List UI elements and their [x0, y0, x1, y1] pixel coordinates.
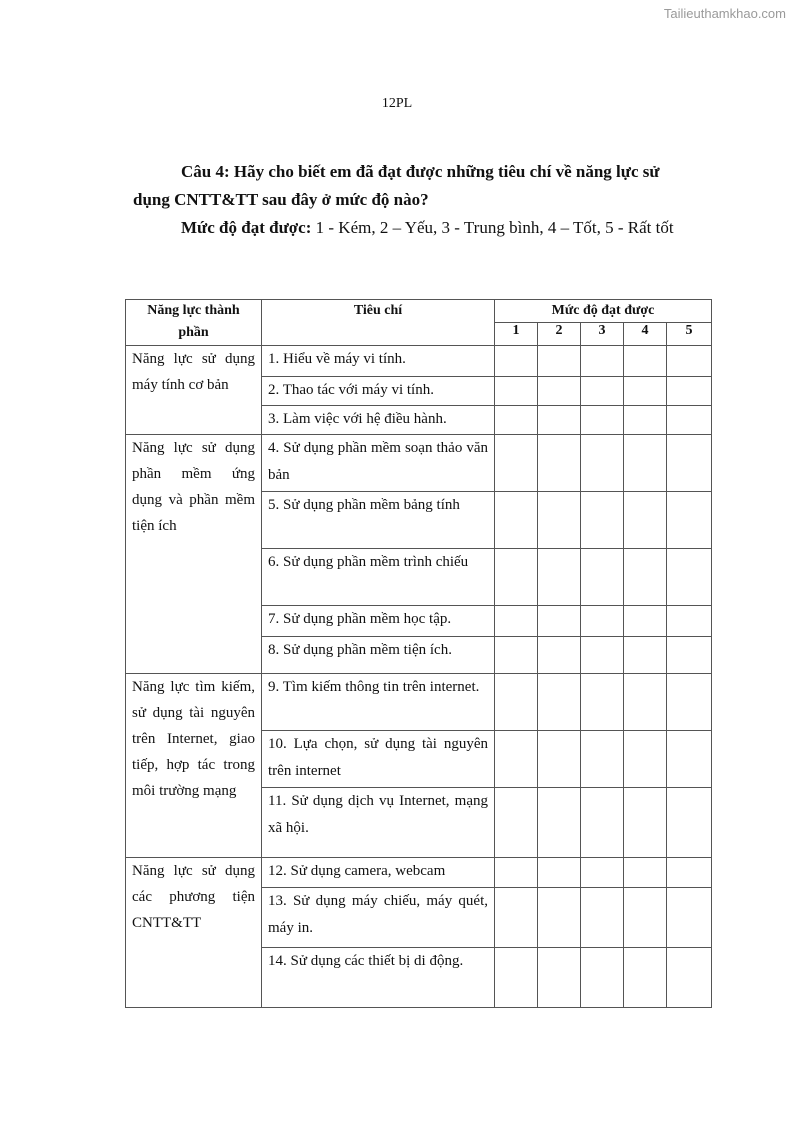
rating-cell[interactable]: [495, 637, 538, 674]
page-number: 12PL: [381, 96, 413, 111]
header-scale-5: 5: [667, 323, 712, 346]
rating-cell[interactable]: [538, 858, 581, 888]
rating-cell[interactable]: [495, 888, 538, 948]
rating-cell[interactable]: [538, 731, 581, 788]
criterion-11: 11. Sử dụng dịch vụ Internet, mạng xã hội.: [262, 788, 495, 858]
group-application-software: Năng lực sử dụng phần mềm ứng dụng và phần mềm tiện ích: [126, 435, 262, 674]
rating-cell[interactable]: [624, 435, 667, 492]
rating-cell[interactable]: [538, 435, 581, 492]
criterion-14: 14. Sử dụng các thiết bị di động.: [262, 948, 495, 1008]
rating-cell[interactable]: [538, 606, 581, 637]
rating-cell[interactable]: [538, 788, 581, 858]
criterion-8: 8. Sử dụng phần mềm tiện ích.: [262, 637, 495, 674]
rating-cell[interactable]: [667, 377, 712, 406]
rating-cell[interactable]: [667, 788, 712, 858]
question-line-1: Câu 4: Hãy cho biết em đã đạt được những tiêu chí về năng lực sử: [181, 162, 660, 181]
criterion-10: 10. Lựa chọn, sử dụng tài nguyên trên internet: [262, 731, 495, 788]
rating-cell[interactable]: [581, 492, 624, 549]
rating-cell[interactable]: [667, 948, 712, 1008]
rating-cell[interactable]: [624, 888, 667, 948]
rating-cell[interactable]: [538, 549, 581, 606]
rating-cell[interactable]: [495, 406, 538, 435]
rating-cell[interactable]: [581, 788, 624, 858]
rating-cell[interactable]: [495, 948, 538, 1008]
rating-cell[interactable]: [538, 948, 581, 1008]
rating-cell[interactable]: [495, 549, 538, 606]
criterion-9: 9. Tìm kiếm thông tin trên internet.: [262, 674, 495, 731]
rating-cell[interactable]: [624, 406, 667, 435]
rating-cell[interactable]: [581, 606, 624, 637]
rating-cell[interactable]: [667, 406, 712, 435]
rating-cell[interactable]: [538, 492, 581, 549]
rating-cell[interactable]: [624, 858, 667, 888]
rating-cell[interactable]: [495, 492, 538, 549]
rating-cell[interactable]: [667, 606, 712, 637]
rating-cell[interactable]: [667, 858, 712, 888]
rating-cell[interactable]: [538, 888, 581, 948]
rating-cell[interactable]: [624, 731, 667, 788]
rating-cell[interactable]: [581, 377, 624, 406]
rating-scale-legend: [181, 215, 741, 241]
rating-cell[interactable]: [581, 346, 624, 377]
rating-cell[interactable]: [538, 377, 581, 406]
rating-cell[interactable]: [667, 888, 712, 948]
header-scale-3: 3: [581, 323, 624, 346]
criterion-6: 6. Sử dụng phần mềm trình chiếu: [262, 549, 495, 606]
rating-cell[interactable]: [667, 435, 712, 492]
criterion-12: 12. Sử dụng camera, webcam: [262, 858, 495, 888]
rating-cell[interactable]: [624, 674, 667, 731]
group-internet-resources: Năng lực tìm kiếm, sử dụng tài nguyên trên Internet, giao tiếp, hợp tác trong môi trường mạng: [126, 674, 262, 858]
rating-cell[interactable]: [624, 606, 667, 637]
rating-cell[interactable]: [667, 492, 712, 549]
rating-cell[interactable]: [624, 788, 667, 858]
criterion-13: 13. Sử dụng máy chiếu, máy quét, máy in.: [262, 888, 495, 948]
rating-cell[interactable]: [495, 731, 538, 788]
header-level: Mức độ đạt được: [495, 300, 712, 323]
rating-cell[interactable]: [538, 346, 581, 377]
rating-cell[interactable]: [667, 346, 712, 377]
header-scale-4: 4: [624, 323, 667, 346]
rating-cell[interactable]: [581, 858, 624, 888]
rating-cell[interactable]: [495, 435, 538, 492]
rating-cell[interactable]: [538, 406, 581, 435]
group-ict-devices: Năng lực sử dụng các phương tiện CNTT&TT: [126, 858, 262, 1008]
watermark: Tailieuthamkhao.com: [663, 6, 786, 21]
header-scale-2: 2: [538, 323, 581, 346]
rating-cell[interactable]: [667, 731, 712, 788]
question-heading: [133, 158, 719, 214]
rating-cell[interactable]: [581, 637, 624, 674]
rating-cell[interactable]: [667, 637, 712, 674]
header-component: Năng lực thành phần: [126, 300, 262, 346]
criterion-2: 2. Thao tác với máy vi tính.: [262, 377, 495, 406]
rating-scale-text: 1 - Kém, 2 – Yếu, 3 - Trung bình, 4 – Tốt, 5 - Rất tốt: [311, 218, 674, 237]
rating-cell[interactable]: [495, 788, 538, 858]
rating-cell[interactable]: [667, 674, 712, 731]
rating-cell[interactable]: [624, 492, 667, 549]
header-scale-1: 1: [495, 323, 538, 346]
group-basic-computer: Năng lực sử dụng máy tính cơ bản: [126, 346, 262, 435]
header-criteria: Tiêu chí: [262, 300, 495, 346]
criterion-4: 4. Sử dụng phần mềm soạn thảo văn bản: [262, 435, 495, 492]
rating-cell[interactable]: [581, 435, 624, 492]
rating-cell[interactable]: [624, 948, 667, 1008]
criterion-7: 7. Sử dụng phần mềm học tập.: [262, 606, 495, 637]
rating-cell[interactable]: [495, 858, 538, 888]
rating-cell[interactable]: [581, 948, 624, 1008]
rating-cell[interactable]: [495, 346, 538, 377]
rating-cell[interactable]: [581, 406, 624, 435]
rating-cell[interactable]: [538, 674, 581, 731]
criterion-3: 3. Làm việc với hệ điều hành.: [262, 406, 495, 435]
competency-survey-table: [125, 299, 712, 1008]
question-line-2: dụng CNTT&TT sau đây ở mức độ nào?: [133, 190, 429, 209]
rating-cell[interactable]: [581, 549, 624, 606]
rating-cell[interactable]: [581, 888, 624, 948]
criterion-1: 1. Hiểu về máy vi tính.: [262, 346, 495, 377]
rating-cell[interactable]: [495, 606, 538, 637]
rating-cell[interactable]: [538, 637, 581, 674]
rating-cell[interactable]: [624, 637, 667, 674]
rating-cell[interactable]: [581, 731, 624, 788]
rating-cell[interactable]: [667, 549, 712, 606]
rating-cell[interactable]: [624, 377, 667, 406]
rating-cell[interactable]: [581, 674, 624, 731]
rating-cell[interactable]: [624, 549, 667, 606]
rating-cell[interactable]: [495, 674, 538, 731]
rating-scale-label: Mức độ đạt được:: [181, 218, 312, 237]
rating-cell[interactable]: [624, 346, 667, 377]
rating-cell[interactable]: [495, 377, 538, 406]
criterion-5: 5. Sử dụng phần mềm bảng tính: [262, 492, 495, 549]
